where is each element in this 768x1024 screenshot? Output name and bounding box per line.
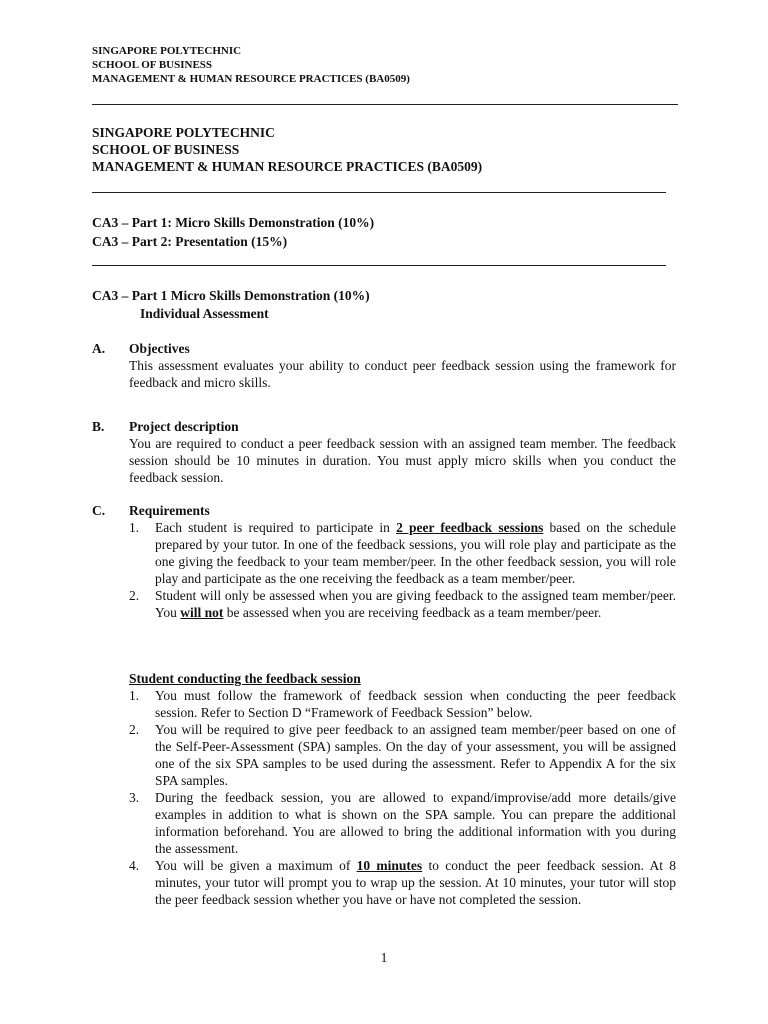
header-module: MANAGEMENT & HUMAN RESOURCE PRACTICES (BA0509): [92, 73, 410, 85]
item-number: 3.: [129, 790, 140, 805]
item-text: You must follow the framework of feedback session when conducting the peer feedback session. Refer to Section D “Framework of Feedback Session” below.: [155, 688, 676, 720]
item-number: 2.: [129, 588, 140, 603]
item-text: You will be required to give peer feedback to an assigned team member/peer based on one of the Self-Peer-Assessment (SPA) samples. On the day of your assessment, you will be assigned one of the six SPA samples to be used during the assessment. Refer to Appendix A for the six SPA samples.: [155, 722, 676, 788]
section-body: This assessment evaluates your ability to conduct peer feedback session using the framework for feedback and micro skills.: [129, 358, 676, 390]
item-number: 1.: [129, 688, 140, 703]
list-item: [129, 687, 676, 721]
header-rule: [92, 104, 678, 105]
part1-subtitle: Individual Assessment: [140, 306, 269, 321]
part1-label: CA3 – Part 1: Micro Skills Demonstration (10%): [92, 215, 375, 230]
part1-title: CA3 – Part 1 Micro Skills Demonstration (10%): [92, 288, 370, 303]
divider-rule: [92, 192, 666, 193]
item-text: to conduct the peer feedback session. At 8 minutes, your tutor will prompt you to wrap up the session. At 10 minutes, your tutor will stop the peer feedback session whether you have or have not completed the session.: [155, 858, 676, 907]
item-text: Each student is required to participate in: [155, 520, 397, 535]
section-letter: C.: [92, 503, 106, 518]
list-item: [129, 519, 676, 587]
title-school: SCHOOL OF BUSINESS: [92, 142, 240, 157]
item-number: 1.: [129, 520, 140, 535]
subsection-heading: Student conducting the feedback session: [129, 671, 361, 686]
list-item: [129, 721, 676, 789]
part2-label: CA3 – Part 2: Presentation (15%): [92, 234, 288, 249]
item-number: 2.: [129, 722, 140, 737]
title-institution: SINGAPORE POLYTECHNIC: [92, 125, 275, 140]
title-module: MANAGEMENT & HUMAN RESOURCE PRACTICES (BA0509): [92, 159, 483, 174]
section-heading: Objectives: [129, 341, 190, 356]
item-text: based on the schedule prepared by your tutor. In one of the feedback sessions, you will role play and participate as the one giving the feedback to your team member/peer. In the other feedback session, you will role play and participate as the one receiving the feedback as a team member/peer.: [155, 520, 676, 586]
header-school: SCHOOL OF BUSINESS: [92, 59, 213, 71]
requirements-list: [129, 519, 676, 621]
section-body: You are required to conduct a peer feedback session with an assigned team member. The feedback session should be 10 minutes in duration. You must apply micro skills when you conduct the feedback session.: [129, 436, 676, 485]
section-letter: A.: [92, 341, 106, 356]
item-emphasis: 10 minutes: [356, 858, 423, 873]
item-text: You will be given a maximum of: [155, 858, 357, 873]
section-heading: Project description: [129, 419, 239, 434]
page-number: 1: [380, 950, 388, 965]
list-item: [129, 587, 676, 621]
header-institution: SINGAPORE POLYTECHNIC: [92, 45, 242, 57]
item-text: During the feedback session, you are allowed to expand/improvise/add more details/give examples in addition to what is shown on the SPA sample. You can prepare the additional information beforehand. You are allowed to bring the additional information with you during the assessment.: [155, 790, 676, 856]
item-emphasis: will not: [180, 605, 224, 620]
running-header: [92, 44, 410, 86]
title-block: [92, 124, 482, 175]
conduct-list: [129, 687, 676, 908]
section-heading: Requirements: [129, 503, 210, 518]
item-number: 4.: [129, 858, 140, 873]
list-item: [129, 857, 676, 908]
item-text: be assessed when you are receiving feedback as a team member/peer.: [223, 605, 602, 620]
list-item: [129, 789, 676, 857]
section-letter: B.: [92, 419, 105, 434]
item-text: Student will only be assessed when you are giving feedback to the assigned team member/peer. You: [155, 588, 676, 620]
item-emphasis: 2 peer feedback sessions: [396, 520, 544, 535]
assessment-parts: [92, 213, 374, 251]
divider-rule: [92, 265, 666, 266]
